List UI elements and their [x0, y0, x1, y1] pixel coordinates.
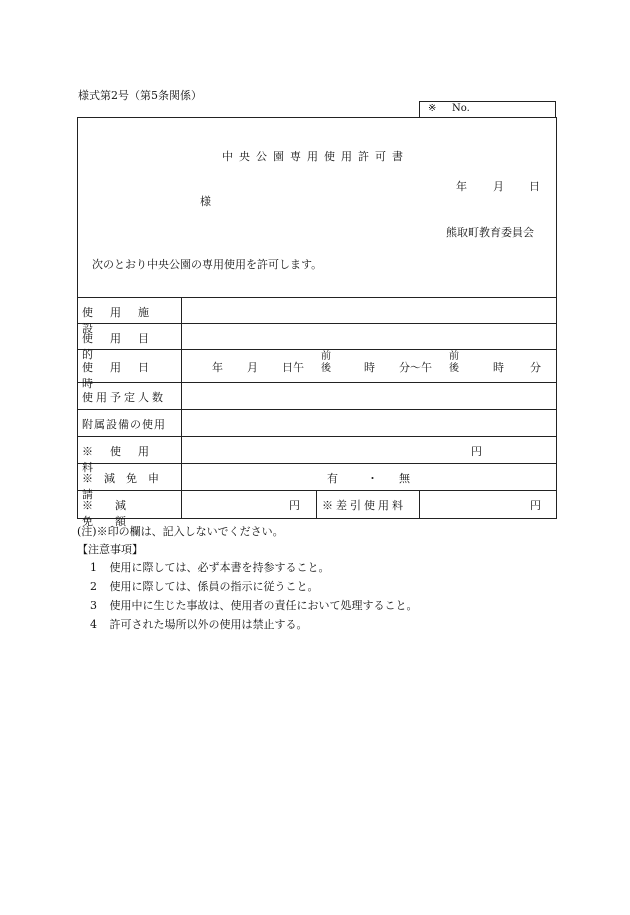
- reduction-request-label-text: ※減免申請: [82, 472, 170, 501]
- caution-number: 2: [90, 580, 97, 593]
- fee-unit: 円: [471, 445, 482, 458]
- datetime-label-text: 使用日時: [82, 361, 166, 390]
- reduction-amount-unit: 円: [289, 499, 300, 512]
- table-top-line: [77, 297, 557, 298]
- dt-before-2: 前: [449, 351, 459, 362]
- date-day: 日: [529, 180, 540, 193]
- issuer: 熊取町教育委員会: [446, 226, 534, 239]
- reduction-no: 無: [399, 472, 410, 485]
- addressee-suffix: 様: [200, 195, 211, 208]
- caution-item: [90, 616, 308, 632]
- dt-minute-range: 分〜午: [399, 361, 432, 374]
- dt-minute-2: 分: [530, 361, 541, 374]
- document-title: 中央公園専用使用許可書: [222, 150, 409, 163]
- reduction-yes: 有: [327, 472, 338, 485]
- caution-number: 4: [90, 618, 97, 631]
- number-box: [419, 101, 556, 117]
- reduction-amount-label-text: ※減免額: [82, 499, 148, 528]
- cell-divider: [316, 490, 317, 519]
- number-label: No.: [452, 103, 470, 114]
- dt-ampm-2: [449, 351, 459, 375]
- purpose-label: [82, 330, 175, 362]
- equipment-label: [82, 416, 175, 432]
- dt-after-1: 後: [321, 363, 331, 374]
- label-column-divider: [181, 297, 182, 519]
- fee-label-text: ※使用料: [82, 445, 166, 474]
- purpose-label-text: 使用目的: [82, 332, 166, 361]
- dt-before-1: 前: [321, 351, 331, 362]
- row-divider: [77, 436, 557, 437]
- date-year: 年: [456, 180, 467, 193]
- attendees-label-text: 使用予定人数: [82, 391, 166, 404]
- datetime-label: [82, 359, 175, 391]
- form-number: 様式第2号（第5条関係）: [78, 89, 202, 102]
- note-text: (注)※印の欄は、記入しないでください。: [77, 525, 284, 538]
- permission-text: 次のとおり中央公園の専用使用を許可します。: [92, 258, 323, 271]
- dt-hour-2: 時: [493, 361, 504, 374]
- row-divider: [77, 409, 557, 410]
- dt-year: 年: [212, 361, 223, 374]
- equipment-label-text: 附属設備の使用: [82, 418, 166, 431]
- cell-divider: [419, 490, 420, 519]
- net-fee-label: ※差引使用料: [322, 499, 406, 512]
- caution-number: 3: [90, 599, 97, 612]
- caution-item: [90, 559, 330, 575]
- caution-number: 1: [90, 561, 97, 574]
- facility-label-text: 使用施設: [82, 306, 166, 335]
- caution-item: [90, 597, 418, 613]
- dt-month: 月: [247, 361, 258, 374]
- number-mark: ※: [428, 103, 437, 114]
- dt-hour-1: 時: [364, 361, 375, 374]
- caution-text: 使用に際しては、係員の指示に従うこと。: [109, 580, 319, 593]
- dt-ampm-1: [321, 351, 331, 375]
- attendees-label: [82, 389, 175, 405]
- net-fee-unit: 円: [530, 499, 541, 512]
- caution-item: [90, 578, 319, 594]
- caution-text: 使用に際しては、必ず本書を持参すること。: [109, 561, 330, 574]
- dt-day-am: 日午: [282, 361, 304, 374]
- date-month: 月: [493, 180, 504, 193]
- caution-text: 使用中に生じた事故は、使用者の責任において処理すること。: [109, 599, 418, 612]
- dt-after-2: 後: [449, 363, 459, 374]
- reduction-dot: ・: [367, 472, 378, 485]
- cautions-title: 【注意事項】: [77, 543, 143, 556]
- caution-text: 許可された場所以外の使用は禁止する。: [109, 618, 308, 631]
